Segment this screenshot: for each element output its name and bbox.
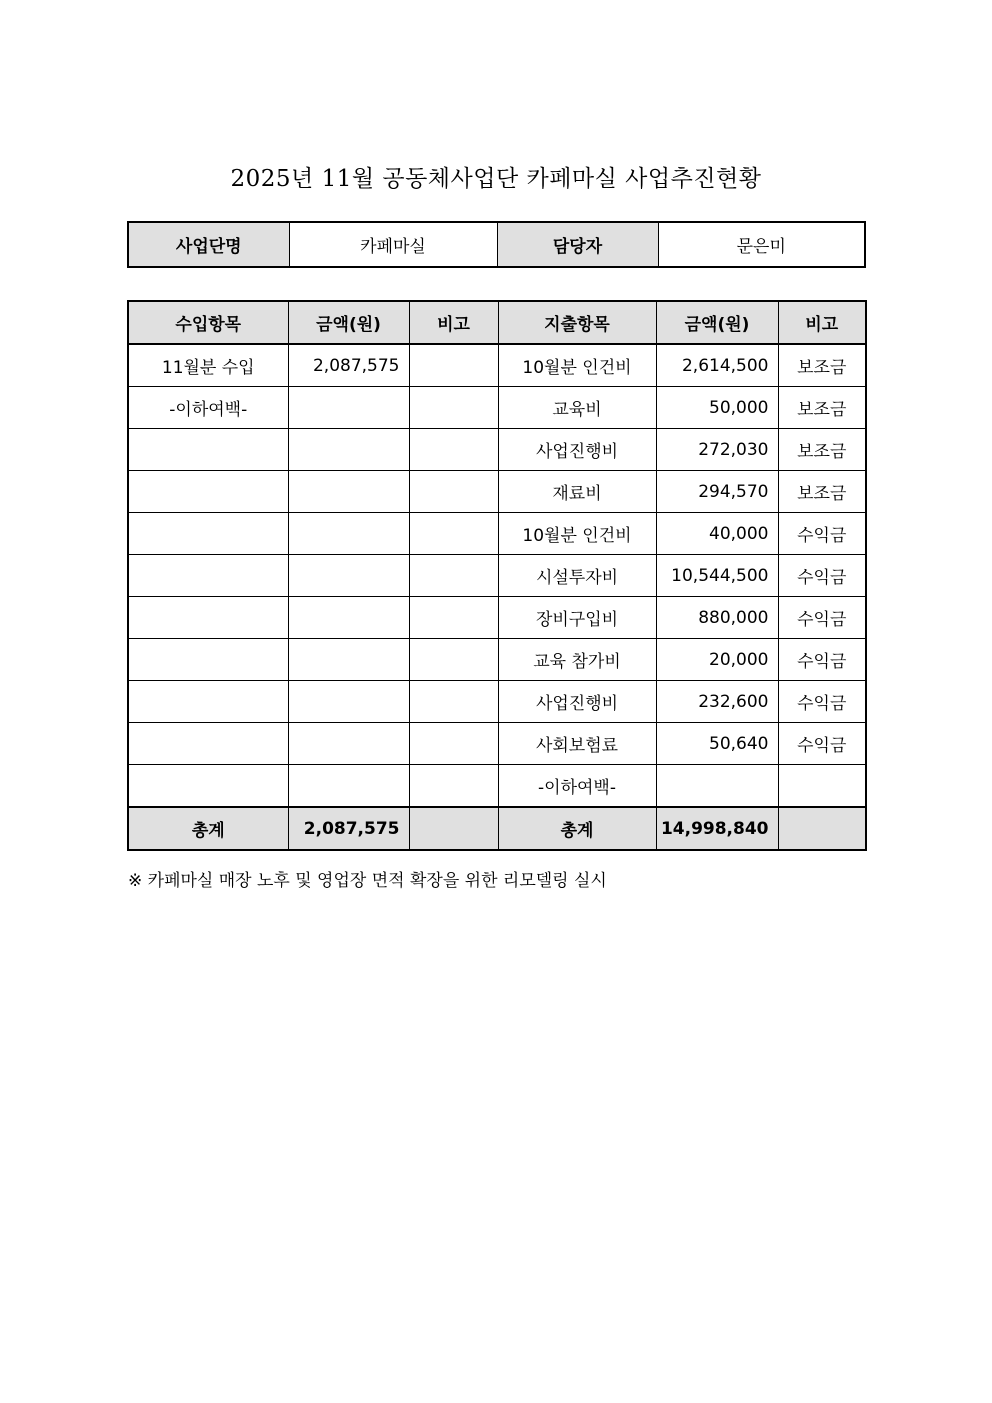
expense-item-cell: 사업진행비 — [498, 429, 656, 471]
expense-note-cell: 보조금 — [778, 387, 866, 429]
income-amount-cell — [288, 555, 409, 597]
header-expense-item: 지출항목 — [498, 301, 656, 344]
income-item-cell — [128, 681, 288, 723]
income-item-cell: -이하여백- — [128, 387, 288, 429]
expense-note-cell: 보조금 — [778, 429, 866, 471]
expense-item-cell: 재료비 — [498, 471, 656, 513]
table-row — [128, 344, 866, 387]
income-note-cell — [409, 597, 498, 639]
income-item-cell — [128, 471, 288, 513]
project-info-row — [128, 222, 865, 267]
expense-item-cell: -이하여백- — [498, 765, 656, 808]
income-amount-cell — [288, 387, 409, 429]
income-note-cell — [409, 639, 498, 681]
header-expense-amount: 금액(원) — [656, 301, 778, 344]
header-expense-note: 비고 — [778, 301, 866, 344]
page-title: 2025년 11월 공동체사업단 카페마실 사업추진현황 — [230, 166, 762, 192]
project-name-value: 카페마실 — [289, 222, 497, 267]
expense-note-cell: 수익금 — [778, 513, 866, 555]
expense-item-cell: 사업진행비 — [498, 681, 656, 723]
income-amount-cell — [288, 681, 409, 723]
income-amount-cell — [288, 765, 409, 808]
income-note-cell — [409, 344, 498, 387]
expense-note-cell: 수익금 — [778, 723, 866, 765]
table-row — [128, 555, 866, 597]
table-row — [128, 387, 866, 429]
expense-item-cell: 교육 참가비 — [498, 639, 656, 681]
table-header-row — [128, 301, 866, 344]
table-row — [128, 765, 866, 808]
expense-item-cell: 10월분 인건비 — [498, 513, 656, 555]
total-income-amount: 2,087,575 — [288, 807, 409, 850]
income-amount-cell: 2,087,575 — [288, 344, 409, 387]
income-item-cell: 11월분 수입 — [128, 344, 288, 387]
expense-amount-cell: 294,570 — [656, 471, 778, 513]
income-amount-cell — [288, 639, 409, 681]
expense-amount-cell: 40,000 — [656, 513, 778, 555]
project-info-table — [127, 221, 866, 268]
expense-amount-cell: 2,614,500 — [656, 344, 778, 387]
income-amount-cell — [288, 471, 409, 513]
income-item-cell — [128, 513, 288, 555]
total-income-label: 총계 — [128, 807, 288, 850]
income-item-cell — [128, 765, 288, 808]
income-item-cell — [128, 555, 288, 597]
header-income-note: 비고 — [409, 301, 498, 344]
expense-amount-cell — [656, 765, 778, 808]
income-note-cell — [409, 387, 498, 429]
total-expense-amount: 14,998,840 — [656, 807, 778, 850]
footnote: ※ 카페마실 매장 노후 및 영업장 면적 확장을 위한 리모델링 실시 — [128, 871, 607, 891]
table-body — [128, 344, 866, 807]
income-note-cell — [409, 471, 498, 513]
income-note-cell — [409, 513, 498, 555]
header-income-amount: 금액(원) — [288, 301, 409, 344]
expense-note-cell: 보조금 — [778, 471, 866, 513]
table-row — [128, 429, 866, 471]
expense-note-cell — [778, 765, 866, 808]
table-row — [128, 681, 866, 723]
expense-amount-cell: 20,000 — [656, 639, 778, 681]
income-item-cell — [128, 429, 288, 471]
income-note-cell — [409, 723, 498, 765]
expense-amount-cell: 50,000 — [656, 387, 778, 429]
expense-amount-cell: 232,600 — [656, 681, 778, 723]
expense-item-cell: 시설투자비 — [498, 555, 656, 597]
expense-item-cell: 장비구입비 — [498, 597, 656, 639]
header-income-item: 수입항목 — [128, 301, 288, 344]
income-amount-cell — [288, 513, 409, 555]
income-item-cell — [128, 723, 288, 765]
manager-value: 문은미 — [658, 222, 865, 267]
income-note-cell — [409, 555, 498, 597]
table-row — [128, 639, 866, 681]
expense-note-cell: 수익금 — [778, 681, 866, 723]
income-note-cell — [409, 429, 498, 471]
income-expense-table — [127, 300, 867, 851]
expense-item-cell: 사회보험료 — [498, 723, 656, 765]
income-item-cell — [128, 639, 288, 681]
total-expense-label: 총계 — [498, 807, 656, 850]
table-row — [128, 513, 866, 555]
income-amount-cell — [288, 429, 409, 471]
expense-note-cell: 수익금 — [778, 597, 866, 639]
income-amount-cell — [288, 723, 409, 765]
expense-item-cell: 10월분 인건비 — [498, 344, 656, 387]
income-item-cell — [128, 597, 288, 639]
table-row — [128, 471, 866, 513]
expense-note-cell: 수익금 — [778, 555, 866, 597]
income-amount-cell — [288, 597, 409, 639]
expense-amount-cell: 50,640 — [656, 723, 778, 765]
project-name-label: 사업단명 — [128, 222, 289, 267]
expense-amount-cell: 272,030 — [656, 429, 778, 471]
income-note-cell — [409, 681, 498, 723]
expense-amount-cell: 10,544,500 — [656, 555, 778, 597]
expense-amount-cell: 880,000 — [656, 597, 778, 639]
table-row — [128, 723, 866, 765]
expense-item-cell: 교육비 — [498, 387, 656, 429]
total-expense-note — [778, 807, 866, 850]
expense-note-cell: 수익금 — [778, 639, 866, 681]
manager-label: 담당자 — [497, 222, 658, 267]
total-row — [128, 807, 866, 850]
expense-note-cell: 보조금 — [778, 344, 866, 387]
table-row — [128, 597, 866, 639]
total-income-note — [409, 807, 498, 850]
income-note-cell — [409, 765, 498, 808]
